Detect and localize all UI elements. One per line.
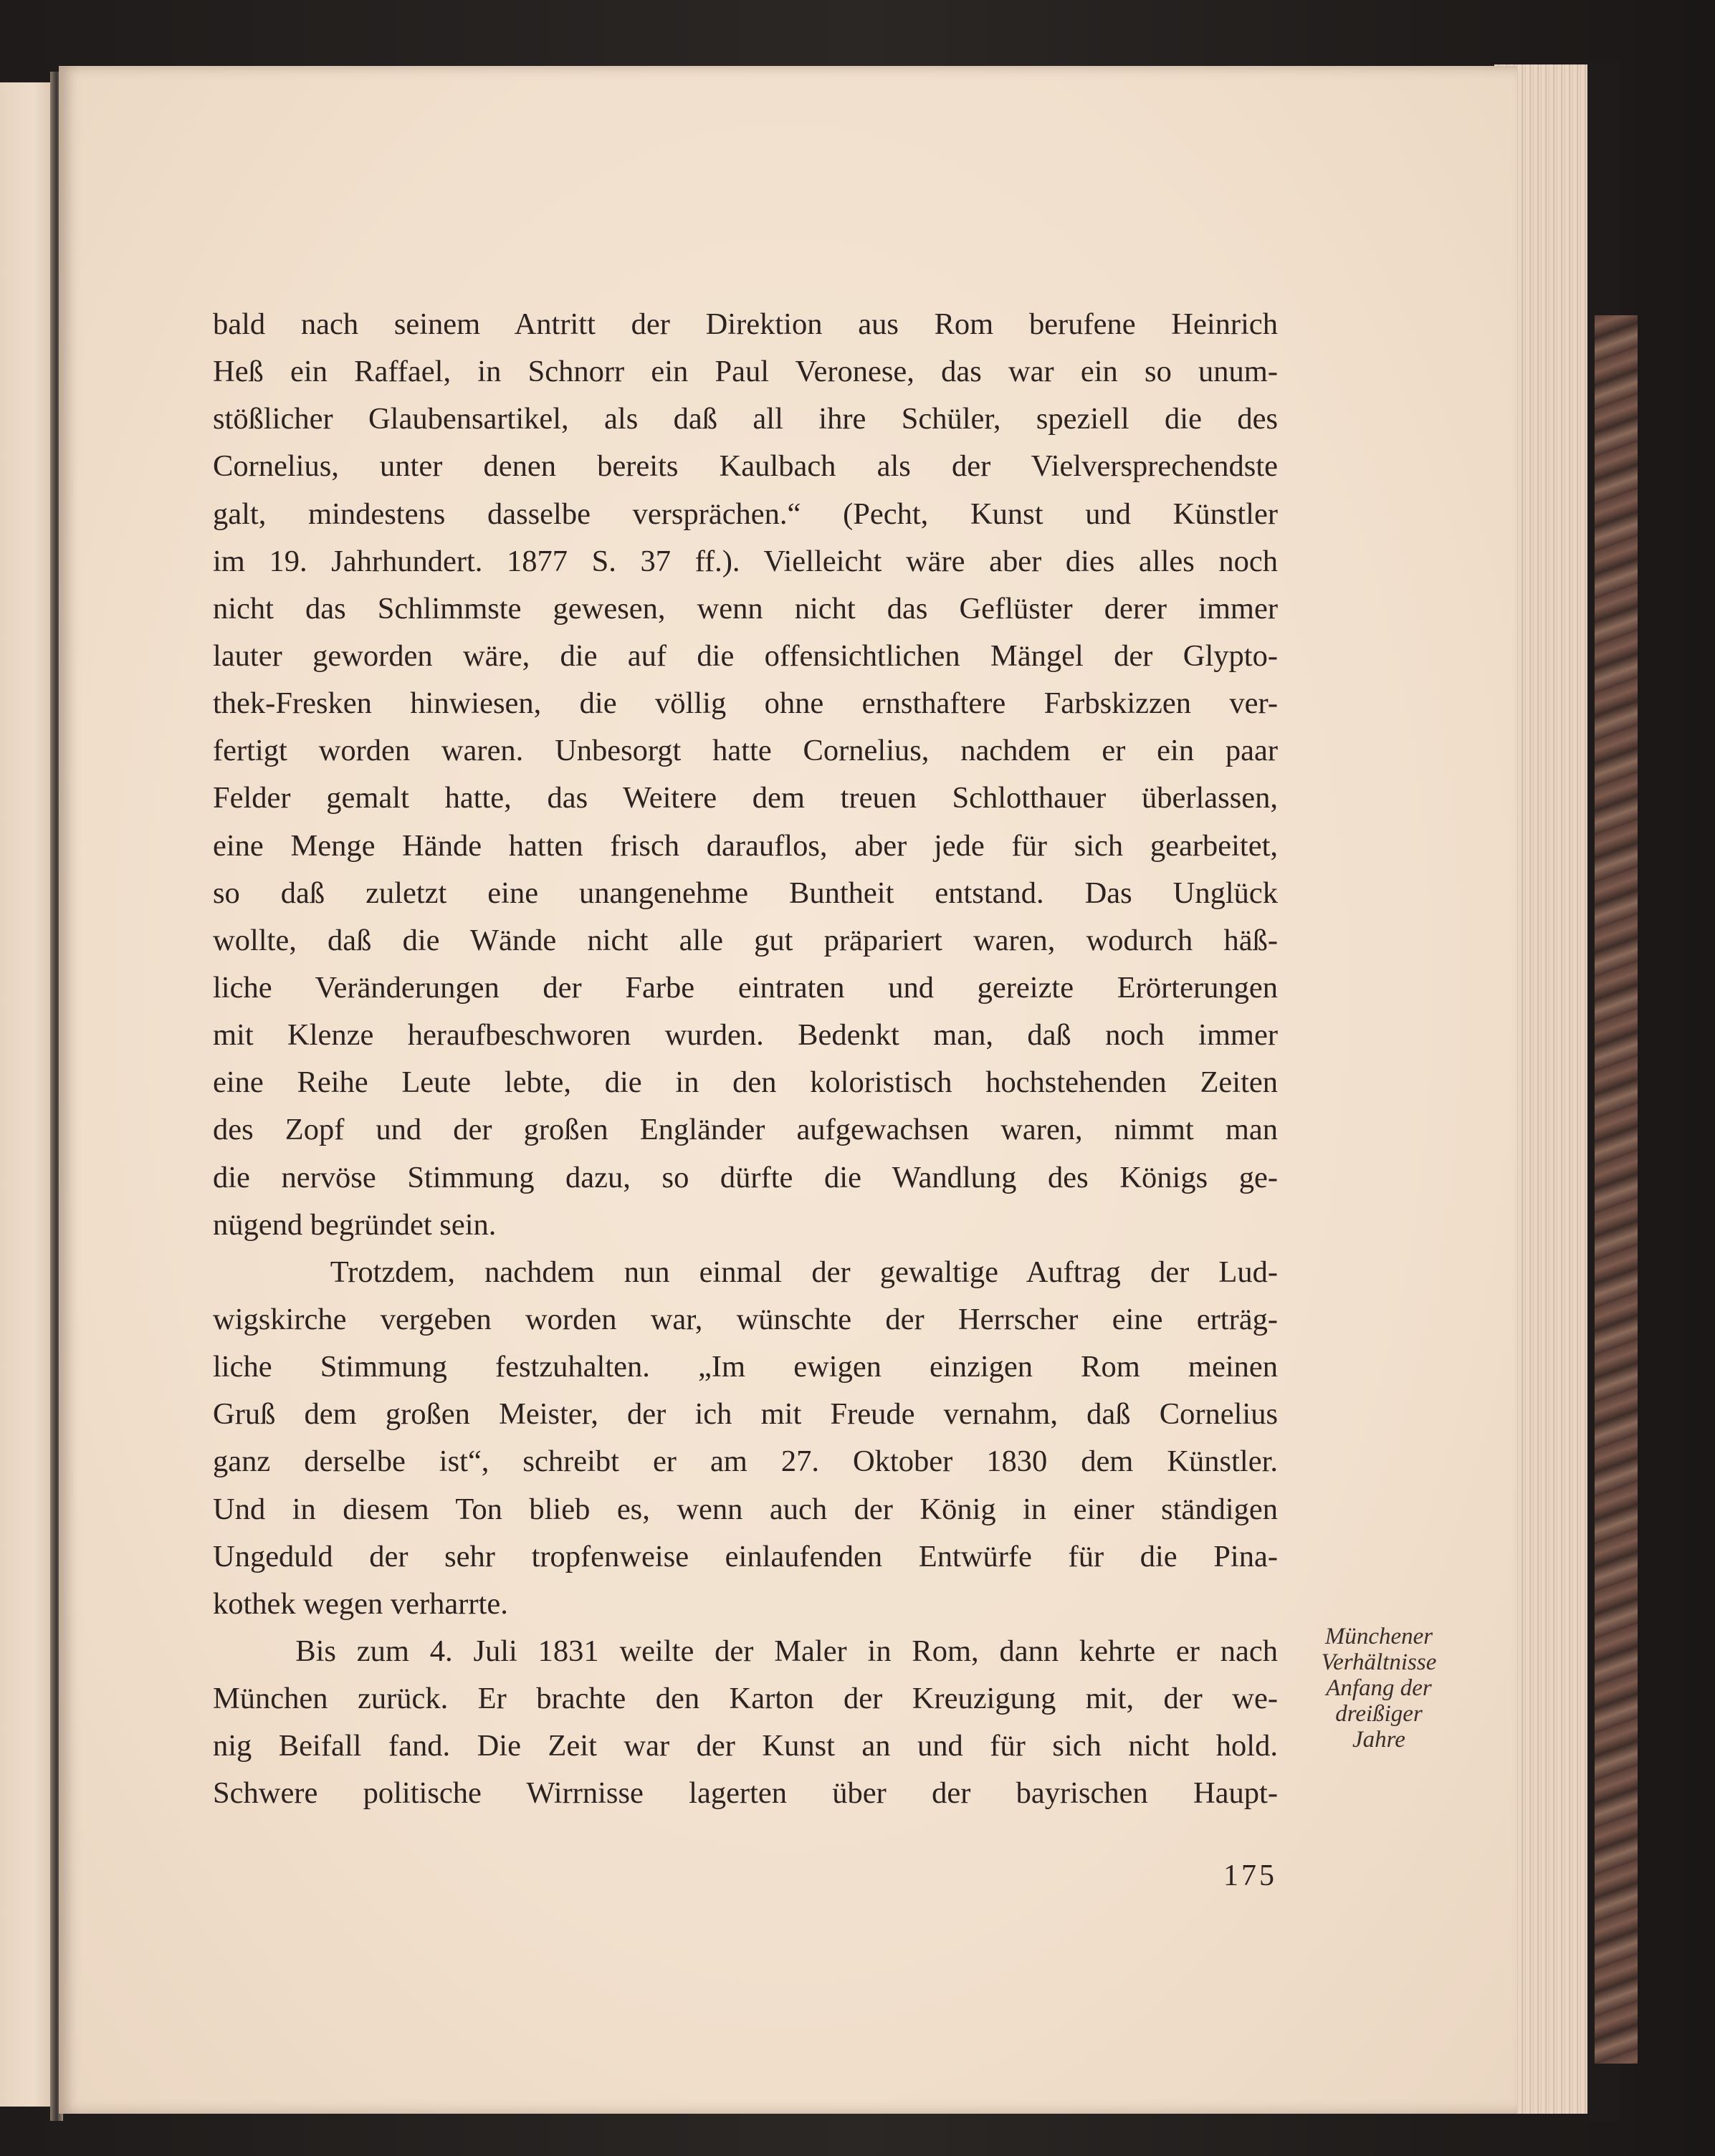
- margin-note-line: Anfang der: [1326, 1675, 1432, 1701]
- text-line: thek-Fresken hinwiesen, die völlig ohne ernsthaftere Farbskizzen ver-: [213, 686, 1278, 721]
- text-line: Gruß dem großen Meister, der ich mit Freude vernahm, daß Cornelius: [213, 1397, 1278, 1432]
- page-number: 175: [1223, 1859, 1277, 1892]
- text-line: im 19. Jahrhundert. 1877 S. 37 ff.). Vielleicht wäre aber dies alles noch: [213, 544, 1278, 578]
- text-line: nig Beifall fand. Die Zeit war der Kunst an und für sich nicht hold.: [213, 1729, 1278, 1763]
- text-line: Ungeduld der sehr tropfenweise einlaufenden Entwürfe für die Pina-: [213, 1539, 1278, 1573]
- text-line: ganz derselbe ist“, schreibt er am 27. Oktober 1830 dem Künstler.: [213, 1444, 1278, 1479]
- body-text: [213, 301, 1278, 1818]
- marbled-edge: [1595, 315, 1638, 2064]
- text-line: so daß zuletzt eine unangenehme Buntheit entstand. Das Unglück: [213, 876, 1278, 910]
- margin-note-line: Münchener: [1324, 1624, 1433, 1649]
- text-line: bald nach seinem Antritt der Direktion aus Rom berufene Heinrich: [213, 307, 1278, 341]
- text-line: kothek wegen verharrte.: [213, 1586, 508, 1621]
- text-line: fertigt worden waren. Unbesorgt hatte Cornelius, nachdem er ein paar: [213, 734, 1278, 768]
- text-line: Trotzdem, nachdem nun einmal der gewaltige Auftrag der Lud-: [213, 1255, 1278, 1289]
- text-line: Schwere politische Wirrnisse lagerten über der bayrischen Haupt-: [213, 1776, 1278, 1811]
- text-line: galt, mindestens dasselbe versprächen.“ (Pecht, Kunst und Künstler: [213, 497, 1278, 531]
- margin-note: [1293, 1624, 1465, 1753]
- text-line: stößlicher Glaubensartikel, als daß all ihre Schüler, speziell die des: [213, 402, 1278, 436]
- text-line: wollte, daß die Wände nicht alle gut präpariert waren, wodurch häß-: [213, 923, 1278, 957]
- text-line: nicht das Schlimmste gewesen, wenn nicht das Geflüster derer immer: [213, 591, 1278, 626]
- text-line: die nervöse Stimmung dazu, so dürfte die Wandlung des Königs ge-: [213, 1160, 1278, 1194]
- text-line: Cornelius, unter denen bereits Kaulbach als der Vielversprechendste: [213, 449, 1278, 484]
- text-line: Felder gemalt hatte, das Weitere dem treuen Schlotthauer überlassen,: [213, 781, 1278, 815]
- book-page: [59, 66, 1517, 2114]
- facing-page-edge: [0, 82, 56, 2107]
- text-line: wigskirche vergeben worden war, wünschte der Herrscher eine erträg-: [213, 1302, 1278, 1336]
- text-line: mit Klenze heraufbeschworen wurden. Bedenkt man, daß noch immer: [213, 1018, 1278, 1053]
- text-line: liche Stimmung festzuhalten. „Im ewigen einzigen Rom meinen: [213, 1350, 1278, 1384]
- text-line: eine Menge Hände hatten frisch darauflos, aber jede für sich gearbeitet,: [213, 828, 1278, 863]
- text-line: des Zopf und der großen Engländer aufgewachsen waren, nimmt man: [213, 1113, 1278, 1147]
- text-line: Bis zum 4. Juli 1831 weilte der Maler in Rom, dann kehrte er nach: [213, 1634, 1278, 1668]
- margin-note-line: Verhältnisse: [1321, 1649, 1437, 1675]
- text-line: nügend begründet sein.: [213, 1207, 497, 1242]
- text-line: eine Reihe Leute lebte, die in den koloristisch hochstehenden Zeiten: [213, 1065, 1278, 1100]
- text-line: liche Veränderungen der Farbe eintraten und gereizte Erörterungen: [213, 970, 1278, 1005]
- text-line: lauter geworden wäre, die auf die offensichtlichen Mängel der Glypto-: [213, 638, 1278, 673]
- text-line: München zurück. Er brachte den Karton der Kreuzigung mit, der we-: [213, 1682, 1278, 1716]
- margin-note-line: Jahre: [1352, 1727, 1405, 1753]
- text-line: Heß ein Raffael, in Schnorr ein Paul Veronese, das war ein so unum-: [213, 355, 1278, 389]
- text-line: Und in diesem Ton blieb es, wenn auch der König in einer ständigen: [213, 1492, 1278, 1526]
- margin-note-line: dreißiger: [1335, 1701, 1423, 1727]
